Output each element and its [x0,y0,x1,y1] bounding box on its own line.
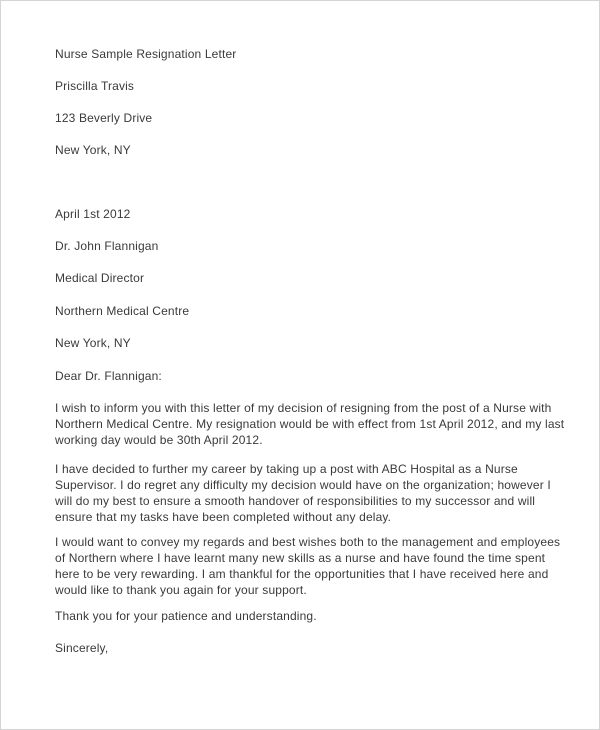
body-paragraph-2 [55,461,551,525]
sender-name: Priscilla Travis [55,79,135,93]
paragraph-line: working day would be 30th April 2012. [55,433,263,447]
paragraph-line: I wish to inform you with this letter of my decision of resigning from the post of a Nurse with [55,401,552,415]
paragraph-line: ensure that my tasks have been completed without any delay. [55,510,392,524]
paragraph-line: will do my best to ensure a smooth handover of responsibilities to my successor and will [55,494,536,508]
recipient-name: Dr. John Flannigan [55,239,159,253]
sender-city: New York, NY [55,143,131,157]
recipient-organization: Northern Medical Centre [55,304,190,318]
paragraph-line: here to be very rewarding. I am thankful for the opportunities that I have received here and [55,567,549,581]
paragraph-line: of Northern where I have learnt many new skills as a nurse and have found the time spent [55,551,546,565]
recipient-city: New York, NY [55,336,131,350]
body-paragraph-3 [55,534,560,598]
thanks-line: Thank you for your patience and understanding. [55,609,317,623]
letter-title: Nurse Sample Resignation Letter [55,47,237,61]
paragraph-line: would like to thank you again for your support. [55,583,307,597]
paragraph-line: I have decided to further my career by taking up a post with ABC Hospital as a Nurse [55,462,518,476]
sender-street: 123 Beverly Drive [55,111,153,125]
closing: Sincerely, [55,641,109,655]
body-paragraph-1 [55,400,564,448]
paragraph-line: I would want to convey my regards and best wishes both to the management and employees [55,535,561,549]
letter-date: April 1st 2012 [55,207,131,221]
salutation: Dear Dr. Flannigan: [55,369,162,383]
recipient-position: Medical Director [55,271,145,285]
paragraph-line: Supervisor. I do regret any difficulty my decision would have on the organization; however I [55,478,551,492]
paragraph-line: Northern Medical Centre. My resignation would be with effect from 1st April 2012, and my last [55,417,565,431]
